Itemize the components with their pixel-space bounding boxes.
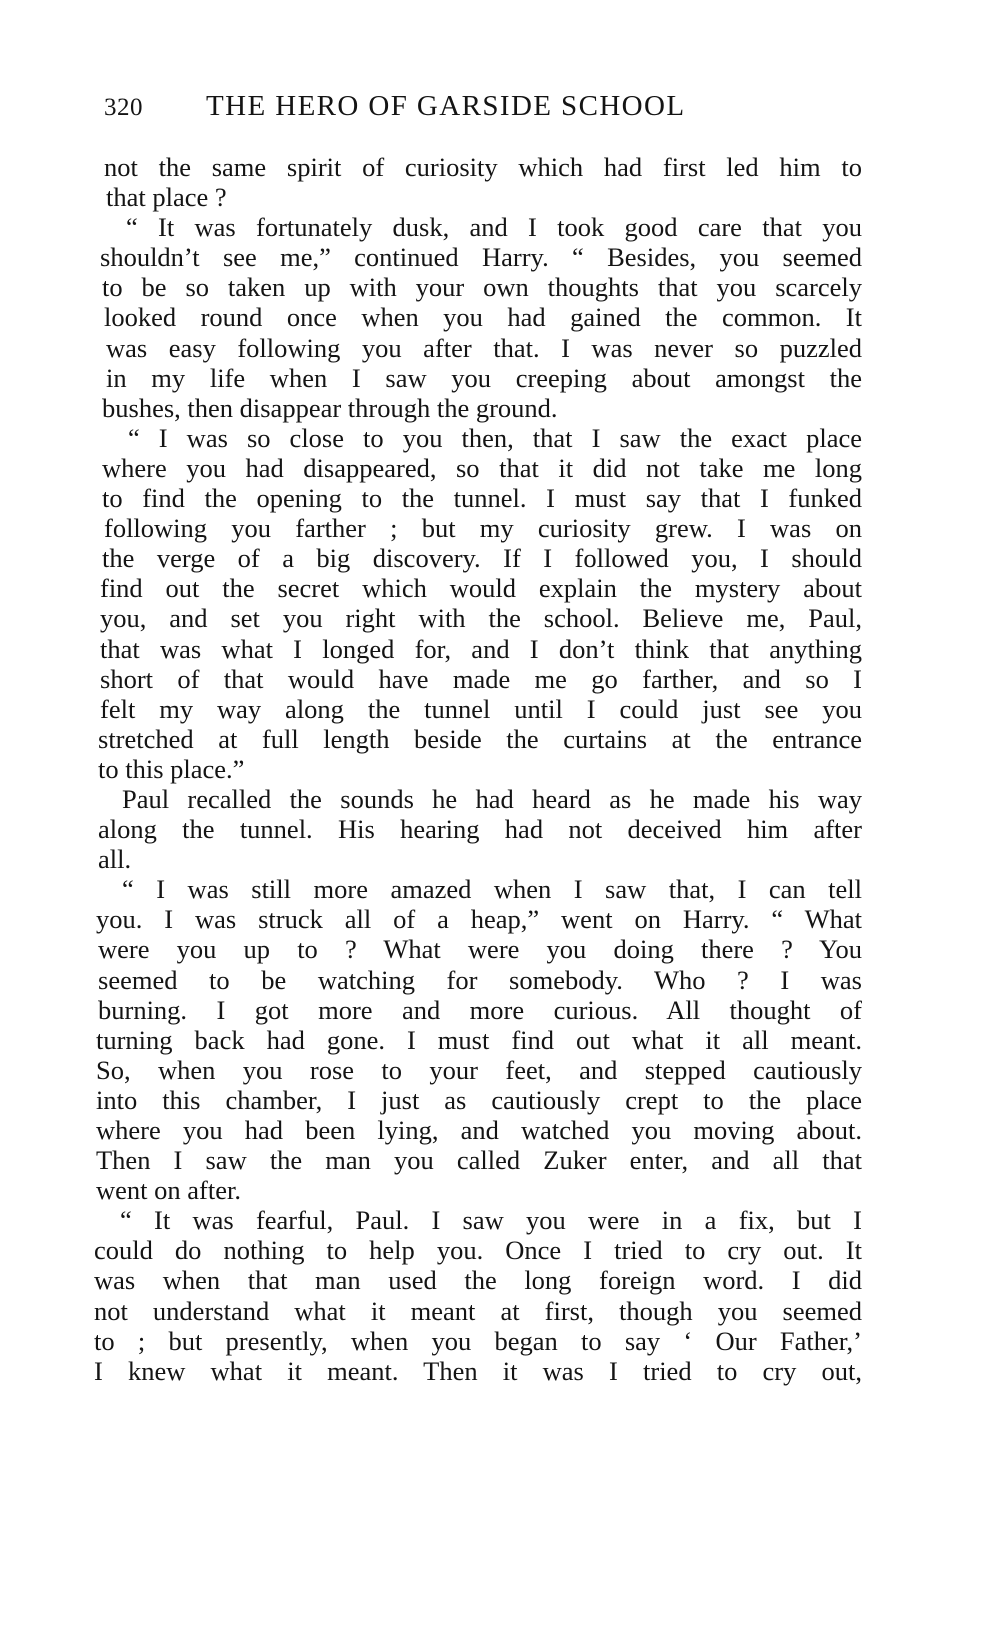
text-line: not understand what it meant at first, though you seemed (94, 1295, 862, 1326)
text-line: “ It was fearful, Paul. I saw you were in a fix, but I (120, 1205, 862, 1236)
text-line: “ I was so close to you then, that I saw the exact place (128, 422, 862, 453)
text-line: find out the secret which would explain the mystery about (100, 573, 862, 604)
text-line: So, when you rose to your feet, and stepped cautiously (96, 1054, 862, 1085)
text-line: bushes, then disappear through the ground. (102, 392, 558, 423)
text-line: where you had been lying, and watched you moving about. (96, 1115, 862, 1145)
text-line: short of that would have made me go farther, and so I (100, 663, 862, 694)
text-line: where you had disappeared, so that it did not take me long (102, 452, 862, 483)
text-line: stretched at full length beside the curtains at the entrance (98, 723, 862, 754)
text-line: seemed to be watching for somebody. Who ? I was (98, 964, 862, 995)
text-line: was easy following you after that. I was never so puzzled (106, 332, 862, 363)
text-line: was when that man used the long foreign word. I did (94, 1265, 862, 1296)
text-line: turning back had gone. I must find out what it all meant. (96, 1024, 862, 1055)
text-line: that place ? (106, 182, 227, 213)
text-line: went on after. (96, 1175, 241, 1206)
text-line: to this place.” (98, 753, 245, 784)
text-line: burning. I got more and more curious. All thought of (98, 994, 862, 1025)
text-line: shouldn’t see me,” continued Harry. “ Besides, you seemed (100, 242, 862, 273)
text-line: to be so taken up with your own thoughts that you scarcely (102, 272, 862, 303)
text-line: “ I was still more amazed when I saw that, I can tell (122, 874, 862, 905)
text-line: all. (98, 844, 132, 875)
text-line: I knew what it meant. Then it was I tried to cry out, (94, 1355, 862, 1386)
text-line: could do nothing to help you. Once I tried to cry out. It (94, 1235, 862, 1266)
text-line: Then I saw the man you called Zuker enter, and all that (96, 1145, 862, 1176)
text-line: following you farther ; but my curiosity grew. I was on (104, 513, 862, 544)
text-line: to ; but presently, when you began to say ‘ Our Father,’ (94, 1325, 862, 1356)
text-line: that was what I longed for, and I don’t think that anything (100, 633, 862, 664)
page-number: 320 (104, 94, 143, 121)
text-line: to find the opening to the tunnel. I must say that I funked (102, 483, 862, 514)
running-title: THE HERO OF GARSIDE SCHOOL (206, 90, 686, 122)
text-line: felt my way along the tunnel until I could just see you (100, 693, 862, 724)
page-header (104, 90, 804, 130)
text-line: you, and set you right with the school. Believe me, Paul, (100, 603, 862, 634)
text-line: the verge of a big discovery. If I followed you, I should (102, 543, 862, 574)
text-line: looked round once when you had gained the common. It (104, 302, 862, 333)
text-line: you. I was struck all of a heap,” went on Harry. “ What (96, 904, 862, 935)
text-line: “ It was fortunately dusk, and I took good care that you (126, 212, 862, 243)
text-line: not the same spirit of curiosity which had first led him to (104, 152, 862, 182)
text-line: in my life when I saw you creeping about amongst the (106, 362, 862, 393)
text-line: Paul recalled the sounds he had heard as he made his way (122, 783, 862, 814)
body-text (94, 152, 862, 1386)
text-line: into this chamber, I just as cautiously crept to the place (96, 1084, 862, 1115)
text-line: along the tunnel. His hearing had not deceived him after (98, 814, 862, 845)
text-line: were you up to ? What were you doing there ? You (98, 934, 862, 965)
